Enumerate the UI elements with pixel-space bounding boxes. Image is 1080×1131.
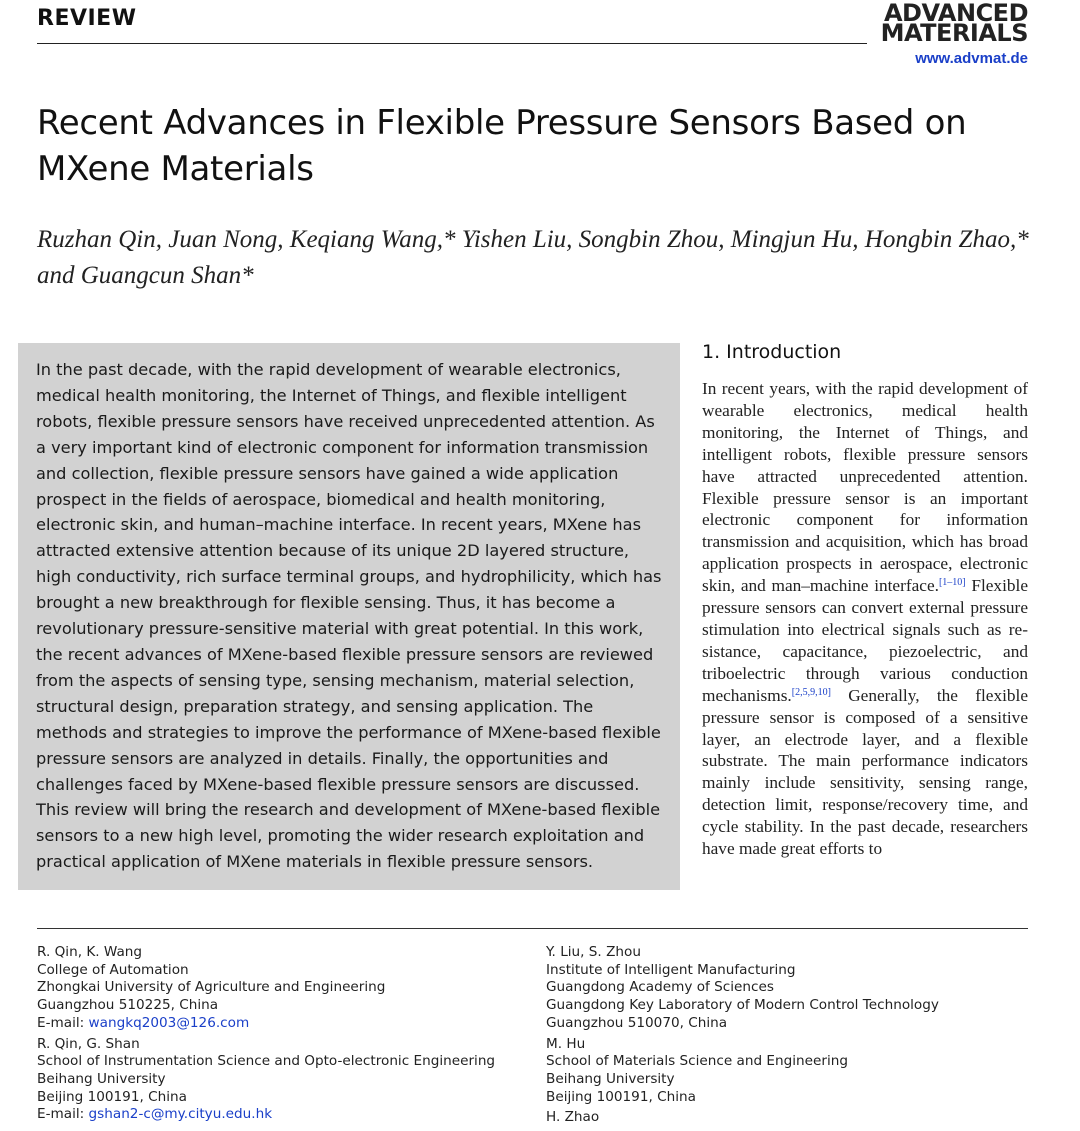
article-title: Recent Advances in Flexible Pressure Sensors Based on MXene Materials xyxy=(37,103,967,189)
affiliation-email-row xyxy=(37,1015,517,1033)
affiliation-line: Guangzhou 510225, China xyxy=(37,997,219,1014)
journal-logo xyxy=(868,0,1028,47)
affiliation-email-row xyxy=(37,1106,517,1124)
affiliation-block xyxy=(546,1036,1026,1107)
email-link[interactable]: wangkq2003@126.com xyxy=(88,1014,250,1031)
email-label: E-mail: xyxy=(37,1014,89,1031)
footer-rule xyxy=(37,928,1028,929)
citation-link-1[interactable]: [1–10] xyxy=(938,577,966,589)
affiliation-line: Beihang University xyxy=(546,1070,675,1087)
affiliation-line: School of Materials Science and Engineering xyxy=(546,1053,848,1070)
affiliation-line: Guangdong Academy of Sciences xyxy=(546,979,774,996)
introduction-heading: 1. Introduction xyxy=(702,341,842,363)
introduction-body xyxy=(702,378,1028,860)
email-link[interactable]: gshan2-c@my.cityu.edu.hk xyxy=(88,1106,273,1123)
header-rule xyxy=(37,43,867,44)
affiliation-names: R. Qin, G. Shan xyxy=(37,1035,140,1052)
intro-text-b: Flexible pressure sensors can convert external pressure stimulation into electrical signals such as resistance, capacitance, piezoelectric, and triboelectric through various conduction mechanisms. xyxy=(702,576,1028,705)
journal-logo-line2: MATERIALS xyxy=(880,19,1028,47)
section-tag: REVIEW xyxy=(37,6,137,31)
abstract-text: In the past decade, with the rapid development of wearable electronics, medical health monitoring, the Internet of Things, and flexible intelligent robots, flexible pressure sensors have received unprecedented attention. As a very important kind of electronic component for information transmission and collection, flexible pressure sensors have gained a wide application prospect in the fields of aerospace, biomedical and health monitoring, electronic skin, and human–machine interface. In recent years, MXene has attracted extensive attention because of its unique 2D layered structure, high conductivity, rich surface terminal groups, and hydrophilicity, which has brought a new breakthrough for flexible sensing. Thus, it has become a revolutionary pressure-sensitive material with great potential. In this work, the recent advances of MXene-based flexible pressure sensors are reviewed from the aspects of sensing type, sensing mechanism, material selection, structural design, preparation strategy, and sensing application. The methods and strategies to improve the performance of MXene-based flexible pressure sensors are analyzed in details. Finally, the opportunities and challenges faced by MXene-based flexible pressure sensors are discussed. This review will bring the research and development of MXene-based flexible sensors to a new high level, promoting the wider research exploitation and practical application of MXene materials in flexible pressure sensors. xyxy=(36,360,662,872)
author-list: Ruzhan Qin, Juan Nong, Keqiang Wang,* Yishen Liu, Songbin Zhou, Mingjun Hu, Hongbin Zhao,* and Guangcun Shan* xyxy=(37,226,1029,289)
affiliation-block xyxy=(37,944,517,1033)
affiliation-line: Zhongkai University of Agriculture and Engineering xyxy=(37,979,386,996)
affiliation-line: Beihang University xyxy=(37,1070,166,1087)
affiliation-line: Guangdong Key Laboratory of Modern Control Technology xyxy=(546,997,939,1014)
intro-text-a: In recent years, with the rapid development of wearable electronics, medical health monitoring, the Internet of Things, and intelligent robots, flexible pressure sensors have attracted unprecedented attention. Flexible pressure sensor is an important electronic component for information transmission and acquisition, which has broad application prospects in aerospace, electronic skin, and man–machine interface. xyxy=(702,379,1028,596)
affiliation-names: R. Qin, K. Wang xyxy=(37,944,143,960)
affiliation-names: M. Hu xyxy=(546,1035,586,1052)
email-label: E-mail: xyxy=(37,1106,89,1123)
intro-text-c: Generally, the flexible pressure sensor is composed of a sensitive layer, an electrode layer, and a flexible substrate. The main performance indicators mainly include sensitivity, sensing range, detection limit, response/recovery time, and cycle stability. In the past decade, researchers have made great efforts to xyxy=(702,685,1028,859)
affiliation-block xyxy=(546,1109,1026,1127)
affiliation-line: Beijing 100191, China xyxy=(37,1088,187,1105)
affiliation-block xyxy=(546,944,1026,1033)
affiliation-names: H. Zhao xyxy=(546,1109,600,1126)
journal-logo-line1: ADVANCED xyxy=(883,0,1028,27)
affiliation-line: Institute of Intelligent Manufacturing xyxy=(546,961,796,978)
abstract-box xyxy=(18,343,680,890)
affiliation-block xyxy=(37,1036,517,1125)
affiliation-line: College of Automation xyxy=(37,961,189,978)
affiliation-line: Beijing 100191, China xyxy=(546,1088,696,1105)
affiliation-line: Guangzhou 510070, China xyxy=(546,1014,728,1031)
citation-link-2[interactable]: [2,5,9,10] xyxy=(791,686,831,698)
affiliation-line: School of Instrumentation Science and Opto-electronic Engineering xyxy=(37,1053,496,1070)
journal-url-link[interactable]: www.advmat.de xyxy=(915,50,1028,67)
affiliations-right xyxy=(546,944,1026,1130)
affiliations-left xyxy=(37,944,517,1127)
affiliation-names: Y. Liu, S. Zhou xyxy=(546,944,641,960)
